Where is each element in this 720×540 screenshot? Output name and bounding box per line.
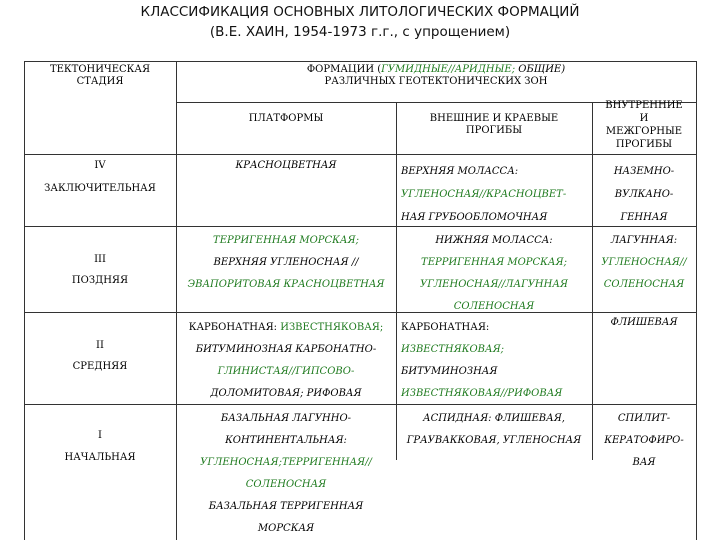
header-bottom-line [24,154,696,155]
header-platforms: ПЛАТФОРМЫ [248,113,324,124]
stage-late-number: III [94,254,106,265]
late-outer-troughs: НИЖНЯЯ МОЛАССА: ТЕРРИГЕННАЯ МОРСКАЯ; УГЛЕНОСНАЯ//ЛАГУННАЯ СОЛЕНОСНАЯ [419,235,569,312]
row-divider-late [24,312,696,313]
initial-inner-troughs: СПИЛИТ- КЕРАТОФИРО- ВАЯ [604,413,684,468]
final-inner-troughs: НАЗЕМНО- ВУЛКАНО- ГЕННАЯ [613,166,675,223]
final-platforms: КРАСНОЦВЕТНАЯ [235,160,337,171]
stage-initial-number: I [98,430,102,441]
late-inner-troughs: ЛАГУННАЯ: УГЛЕНОСНАЯ// СОЛЕНОСНАЯ [601,235,687,290]
stage-middle-name: СРЕДНЯЯ [72,361,128,372]
header-stage: ТЕКТОНИЧЕСКАЯ СТАДИЯ [49,64,151,87]
header-outer-troughs: ВНЕШНИЕ И КРАЕВЫЕ ПРОГИБЫ [429,113,559,136]
initial-platforms: БАЗАЛЬНАЯ ЛАГУННО- КОНТИНЕНТАЛЬНАЯ: УГЛЕНОСНАЯ;ТЕРРИГЕННАЯ// СОЛЕНОСНАЯ БАЗАЛЬНАЯ ТЕРРИГЕННАЯ МОРСКАЯ [200,413,372,534]
table-border-right [696,61,697,540]
table-border-left [24,61,25,540]
page-title: КЛАССИФИКАЦИЯ ОСНОВНЫХ ЛИТОЛОГИЧЕСКИХ ФОРМАЦИЙ [140,4,580,20]
header-formations: ФОРМАЦИИ (ГУМИДНЫЕ//АРИДНЫЕ; ОБЩИЕ) РАЗЛИЧНЫХ ГЕОТЕКТОНИЧЕСКИХ ЗОН [306,64,566,87]
stage-late-name: ПОЗДНЯЯ [71,275,129,286]
stage-initial-name: НАЧАЛЬНАЯ [64,452,136,463]
middle-platforms: КАРБОНАТНАЯ: ИЗВЕСТНЯКОВАЯ; БИТУМИНОЗНАЯ КАРБОНАТНО- ГЛИНИСТАЯ//ГИПСОВО- ДОЛОМИТОВАЯ; РИФОВАЯ [188,322,384,399]
middle-inner-troughs: ФЛИШЕВАЯ [610,317,678,328]
header-inner-troughs: ВНУТРЕННИЕ И МЕЖГОРНЫЕ ПРОГИБЫ [605,100,683,150]
table-border-top [24,61,696,62]
stage-middle-number: II [96,340,104,351]
stage-final-name: ЗАКЛЮЧИТЕЛЬНАЯ [44,183,156,194]
page-subtitle: (В.Е. ХАИН, 1954-1973 г.г., с упрощением) [209,24,511,40]
initial-outer-troughs: АСПИДНАЯ: ФЛИШЕВАЯ, ГРАУВАККОВАЯ, УГЛЕНОСНАЯ [406,413,582,446]
final-outer-troughs: ВЕРХНЯЯ МОЛАССА: УГЛЕНОСНАЯ//КРАСНОЦВЕТ- НАЯ ГРУБООБЛОМОЧНАЯ [401,166,567,223]
stage-final-number: IV [94,160,106,171]
middle-outer-troughs: КАРБОНАТНАЯ: ИЗВЕСТНЯКОВАЯ; БИТУМИНОЗНАЯ ИЗВЕСТНЯКОВАЯ//РИФОВАЯ [401,322,563,399]
late-platforms: ТЕРРИГЕННАЯ МОРСКАЯ; ВЕРХНЯЯ УГЛЕНОСНАЯ // ЭВАПОРИТОВАЯ КРАСНОЦВЕТНАЯ [187,235,385,290]
